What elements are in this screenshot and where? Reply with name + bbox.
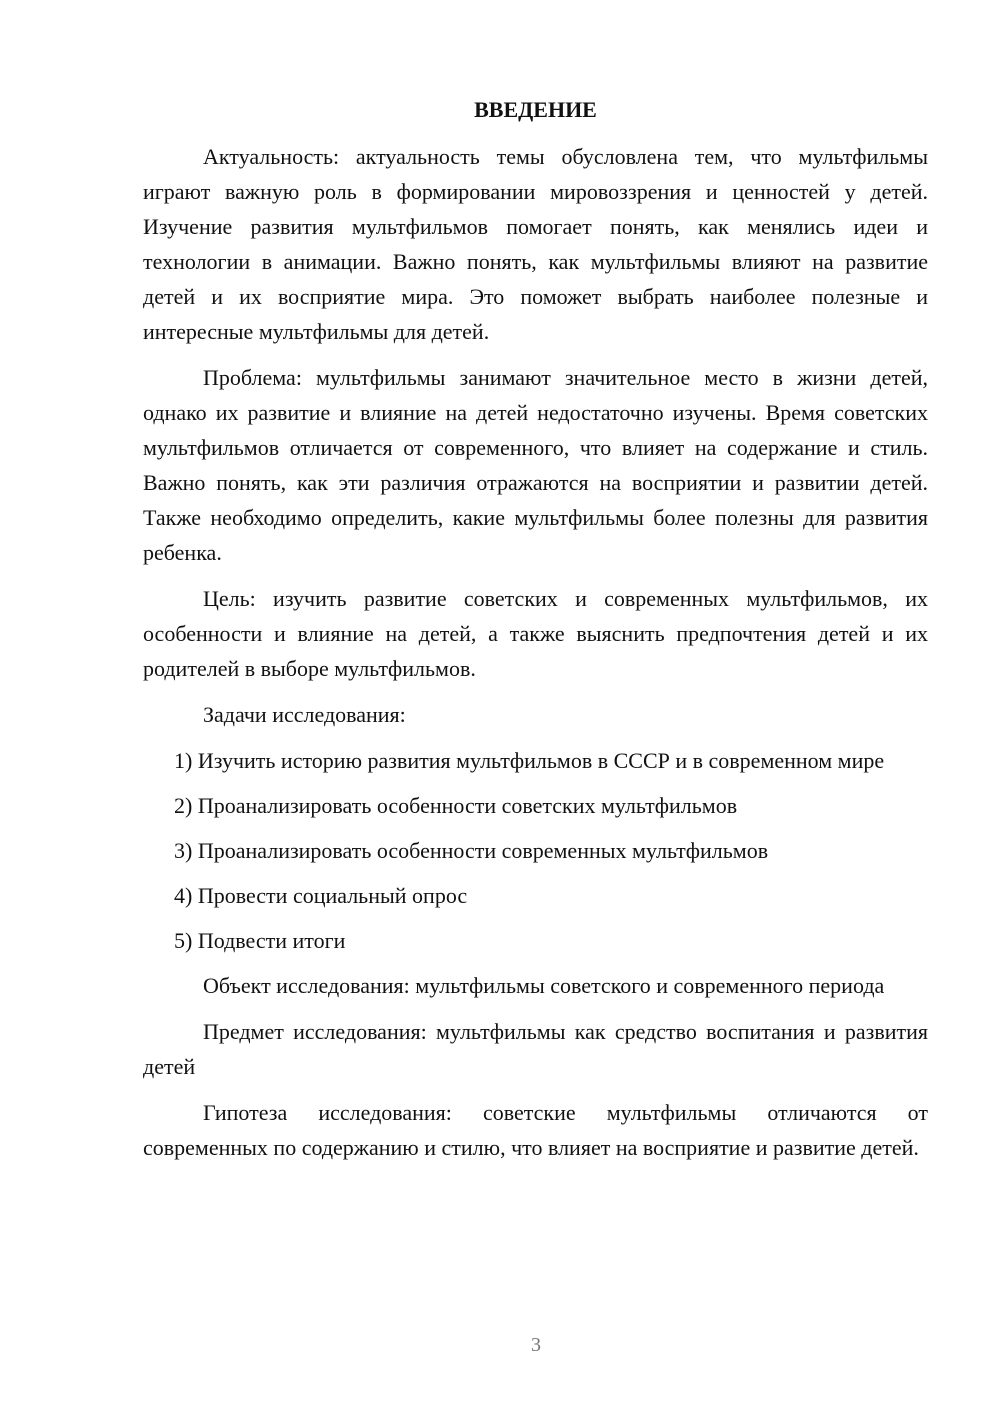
paragraph-object: Объект исследования: мультфильмы советского и современного периода bbox=[203, 973, 885, 998]
task-item: 5) Подвести итоги bbox=[174, 928, 346, 953]
document-body bbox=[143, 95, 928, 1176]
paragraph-problem: Проблема: мультфильмы занимают значительное место в жизни детей, однако их развитие и влияние на детей недостаточно изучены. Время советских мультфильмов отличается от современного, что влияет на содержание и стиль. Важно понять, как эти различия отражаются на восприятии и развитии детей. Также необходимо определить, какие мультфильмы более полезны для развития ребенка. bbox=[143, 365, 928, 565]
tasks-heading: Задачи исследования: bbox=[203, 702, 406, 727]
page-number: 3 bbox=[531, 1334, 541, 1356]
task-item: 3) Проанализировать особенности современных мультфильмов bbox=[174, 838, 769, 863]
task-item: 1) Изучить историю развития мультфильмов в СССР и в современном мире bbox=[174, 748, 885, 773]
paragraph-goal: Цель: изучить развитие советских и современных мультфильмов, их особенности и влияние на детей, а также выяснить предпочтения детей и их родителей в выборе мультфильмов. bbox=[143, 586, 928, 681]
tasks-list bbox=[143, 743, 928, 958]
section-title: ВВЕДЕНИЕ bbox=[474, 97, 597, 122]
paragraph-relevance: Актуальность: актуальность темы обусловлена тем, что мультфильмы играют важную роль в формировании мировоззрения и ценностей у детей. Изучение развития мультфильмов помогает понять, как менялись идеи и технологии в анимации. Важно понять, как мультфильмы влияют на развитие детей и их восприятие мира. Это поможет выбрать наиболее полезные и интересные мультфильмы для детей. bbox=[143, 144, 928, 344]
task-item: 2) Проанализировать особенности советских мультфильмов bbox=[174, 793, 738, 818]
paragraph-hypothesis: Гипотеза исследования: советские мультфильмы отличаются от современных по содержанию и стилю, что влияет на восприятие и развитие детей. bbox=[143, 1100, 928, 1160]
paragraph-subject: Предмет исследования: мультфильмы как средство воспитания и развития детей bbox=[143, 1019, 928, 1079]
task-item: 4) Провести социальный опрос bbox=[174, 883, 468, 908]
